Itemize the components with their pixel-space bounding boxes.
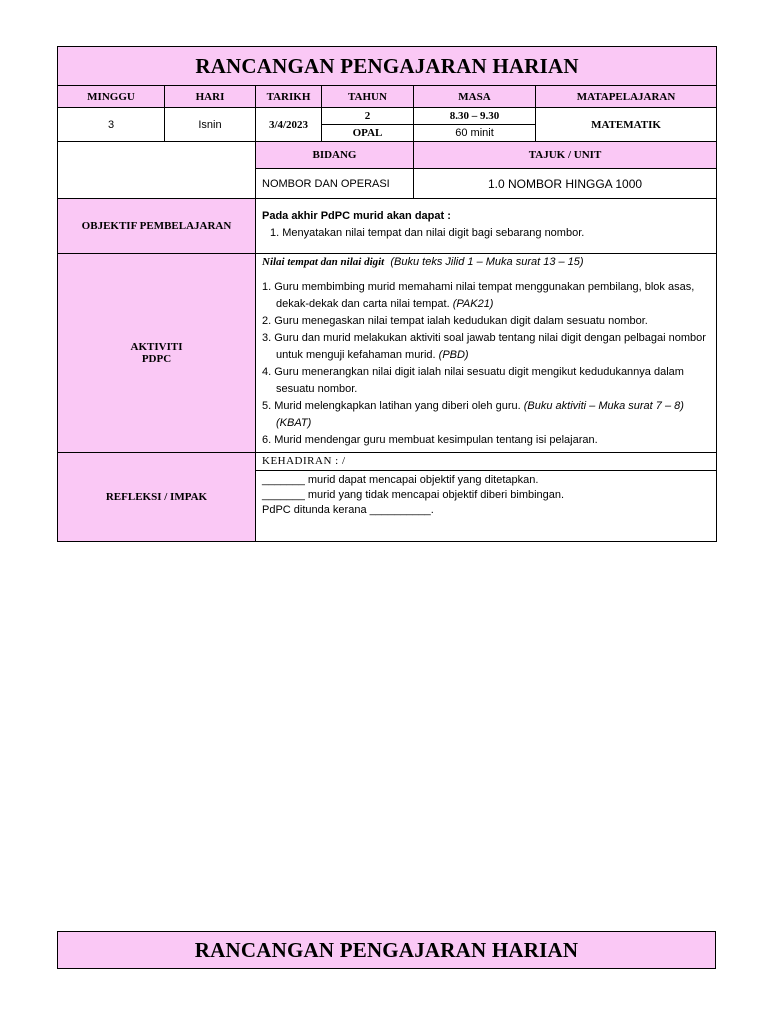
value-tahun-cell	[322, 108, 414, 142]
aktiviti-heading-ref: (Buku teks Jilid 1 – Muka surat 13 – 15)	[390, 256, 584, 268]
aktiviti-list	[262, 279, 710, 449]
lesson-plan-table	[57, 46, 717, 542]
aktiviti-item: 5. Murid melengkapkan latihan yang diberi oleh guru. (Buku aktiviti – Muka surat 7 – 8) (KBAT)	[262, 400, 684, 429]
footer-title: RANCANGAN PENGAJARAN HARIAN	[194, 937, 579, 962]
value-masa-duration: 60 minit	[455, 127, 494, 139]
tajuk-label: TAJUK / UNIT	[414, 142, 717, 169]
value-minggu: 3	[58, 108, 165, 142]
tajuk-value: 1.0 NOMBOR HINGGA 1000	[414, 169, 717, 199]
refleksi-label: REFLEKSI / IMPAK	[58, 453, 256, 542]
objektif-item: 1. Menyatakan nilai tempat dan nilai digit bagi sebarang nombor.	[270, 227, 585, 239]
aktiviti-heading-title: Nilai tempat dan nilai digit	[262, 256, 385, 268]
masa-split	[414, 108, 535, 141]
kehadiran-line: KEHADIRAN : /	[256, 453, 716, 471]
refleksi-line: PdPC ditunda kerana __________.	[262, 504, 434, 516]
value-masa-cell	[414, 108, 536, 142]
value-matapelajaran: MATEMATIK	[536, 108, 717, 142]
header-tarikh: TARIKH	[256, 86, 322, 108]
refleksi-body	[256, 471, 716, 520]
value-tarikh: 3/4/2023	[256, 108, 322, 142]
aktiviti-item: 6. Murid mendengar guru membuat kesimpulan tentang isi pelajaran.	[262, 434, 598, 446]
header-hari: HARI	[165, 86, 256, 108]
header-minggu: MINGGU	[58, 86, 165, 108]
value-kelas: OPAL	[352, 127, 383, 139]
page-title: RANCANGAN PENGAJARAN HARIAN	[58, 47, 717, 86]
objektif-intro: Pada akhir PdPC murid akan dapat :	[262, 210, 451, 222]
aktiviti-item: 3. Guru dan murid melakukan aktiviti soal jawab tentang nilai digit dengan pelbagai nombor untuk menguji kefahaman murid. (PBD)	[262, 332, 706, 361]
refleksi-line: _______ murid yang tidak mencapai objektif diberi bimbingan.	[262, 489, 565, 501]
aktiviti-item: 2. Guru menegaskan nilai tempat ialah kedudukan digit dalam sesuatu nombor.	[262, 315, 648, 327]
bidang-label: BIDANG	[256, 142, 414, 169]
header-masa: MASA	[414, 86, 536, 108]
refleksi-content	[256, 453, 717, 542]
header-matapelajaran: MATAPELAJARAN	[536, 86, 717, 108]
value-masa-time: 8.30 – 9.30	[414, 108, 535, 125]
value-hari: Isnin	[165, 108, 256, 142]
aktiviti-label-line1: AKTIVITI	[130, 341, 183, 353]
objektif-content	[256, 199, 717, 254]
aktiviti-content	[256, 254, 717, 453]
refleksi-line: _______ murid dapat mencapai objektif yang ditetapkan.	[262, 474, 539, 486]
value-tahun: 2	[322, 108, 413, 125]
aktiviti-label-line2: PDPC	[141, 353, 172, 365]
header-tahun: TAHUN	[322, 86, 414, 108]
aktiviti-heading	[262, 254, 710, 271]
footer-title-box	[57, 931, 716, 969]
objektif-label: OBJEKTIF PEMBELAJARAN	[58, 199, 256, 254]
bidang-value: NOMBOR DAN OPERASI	[256, 169, 414, 199]
aktiviti-label	[58, 254, 256, 453]
empty-cell	[58, 142, 256, 199]
aktiviti-item: 1. Guru membimbing murid memahami nilai tempat menggunakan pembilang, blok asas, dekak-dekak dan carta nilai tempat. (PAK21)	[262, 281, 695, 310]
tahun-split	[322, 108, 413, 141]
aktiviti-item: 4. Guru menerangkan nilai digit ialah nilai sesuatu digit mengikut kedudukannya dalam sesuatu nombor.	[262, 366, 684, 395]
